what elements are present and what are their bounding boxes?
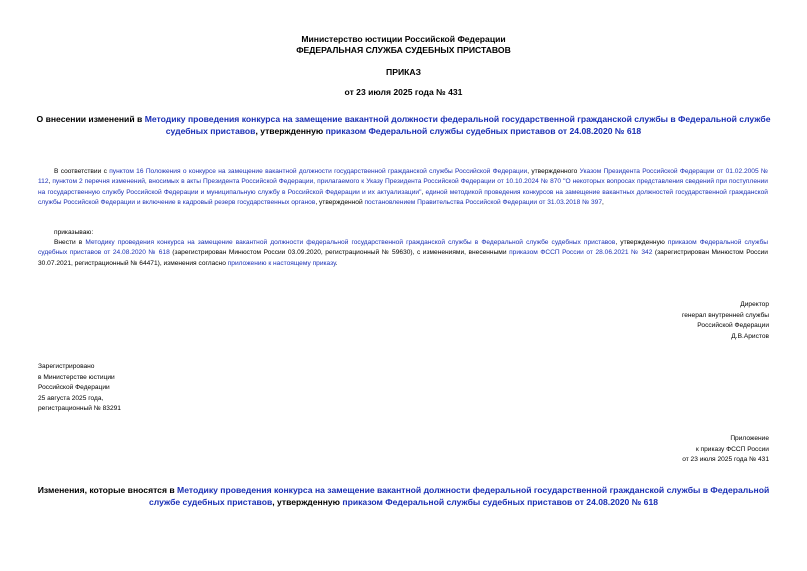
signature-name: Д.В.Аристов [731, 332, 769, 340]
title-prefix: О внесении изменений в [36, 114, 145, 124]
body-text: (зарегистрирован Минюстом России 03.09.2020, регистрационный № 59630), с изменениями, внесенными [169, 249, 510, 257]
preamble-text: , утвержденного [527, 168, 580, 175]
title-middle: , утвержденную [255, 126, 326, 136]
link-method-body[interactable]: Методику проведения конкурса на замещение вакантной должности федеральной государственной гражданской службы в Федеральной службе судебных приставов [85, 239, 616, 246]
link-decree-112[interactable]: Указом Президента Российской Федерации от 01.02.2005 № 112 [38, 168, 769, 186]
signature-position: Директор [740, 301, 769, 308]
registration-block [38, 362, 121, 415]
body-text: . [335, 259, 338, 267]
body-text: Внести в [54, 239, 86, 246]
registration-line: в Министерстве юстиции [38, 373, 115, 381]
link-order-618[interactable]: приказом Федеральной службы судебных приставов от 24.08.2020 № 618 [325, 126, 642, 136]
link-method[interactable]: Методику проведения конкурса на замещение вакантной должности федеральной государственной гражданской службы в Федеральной службе судебных приставов [144, 114, 771, 136]
annex-title [36, 484, 771, 508]
annex-date-number: от 23 июля 2025 года № 431 [682, 456, 769, 464]
registration-number: регистрационный № 83291 [38, 405, 121, 413]
body-text: (зарегистрирован Минюстом России 30.07.2021, регистрационный № 64471), изменения согласно [38, 249, 768, 267]
document-header [0, 34, 807, 56]
link-order-618-annex[interactable]: приказом Федеральной службы судебных приставов от 24.08.2020 № 618 [342, 497, 659, 507]
preamble-text: , [48, 178, 53, 186]
ministry-name: Министерство юстиции Российской Федерации [301, 34, 506, 44]
link-order-618-body[interactable]: приказом Федеральной службы судебных приставов от 24.08.2020 № 618 [38, 239, 768, 257]
preamble-text: , [602, 199, 604, 207]
signature-rank: генерал внутренней службы [681, 311, 769, 319]
annex-label: Приложение [730, 435, 769, 442]
document-date-number: от 23 июля 2025 года № 431 [344, 87, 463, 97]
preamble-paragraph [38, 167, 768, 209]
body-paragraph [38, 238, 768, 269]
link-decree-870[interactable]: пунктом 2 перечня изменений, вносимых в акты Президента Российской Федерации, прилагаемого к Указу Президента Российской Федерации от 10.10.2024 № 870 "О некоторых вопросах представления сведений при поступлении на государственную службу Российской Федерации и муниципальную службу в Российской Федерации и их актуализации" [38, 178, 768, 196]
orders-word: приказываю: [54, 229, 94, 236]
registration-date: 25 августа 2025 года, [38, 394, 104, 402]
registration-line: Зарегистрировано [38, 363, 95, 370]
link-method-annex[interactable]: Методику проведения конкурса на замещение вакантной должности федеральной государственной гражданской службы в Федеральной службе судебных приставов [148, 485, 770, 507]
annex-title-middle: , утвержденную [272, 497, 343, 507]
document-type: ПРИКАЗ [386, 67, 421, 77]
annex-order-ref: к приказу ФССП России [695, 445, 769, 453]
annex-header [682, 434, 769, 466]
link-order-342[interactable]: приказом ФССП России от 28.06.2021 № 342 [509, 249, 653, 257]
preamble-text: , [421, 188, 426, 196]
signature-country: Российской Федерации [697, 322, 769, 330]
annex-title-prefix: Изменения, которые вносятся в [37, 485, 178, 495]
link-annex[interactable]: приложению к настоящему приказу [227, 259, 336, 267]
body-text: , утвержденную [615, 239, 668, 246]
registration-line: Российской Федерации [38, 384, 110, 392]
link-unified-methodology[interactable]: единой методикой проведения конкурсов на замещение вакантных должностей государственной гражданской службы Российской Федерации и включение в кадровый резерв государственных органов [38, 188, 768, 207]
service-name: ФЕДЕРАЛЬНАЯ СЛУЖБА СУДЕБНЫХ ПРИСТАВОВ [296, 45, 511, 55]
preamble-text: , утвержденной [315, 199, 365, 207]
preamble-text: В соответствии с [54, 168, 110, 175]
signature-block [682, 300, 769, 342]
link-point-16-regulation[interactable]: пунктом 16 Положения о конкурсе на замещение вакантной должности государственной гражданской службы Российской Федерации [109, 168, 528, 175]
link-government-resolution-397[interactable]: постановлением Правительства Российской Федерации от 31.03.2018 № 397 [364, 199, 602, 207]
document-title [36, 113, 771, 137]
